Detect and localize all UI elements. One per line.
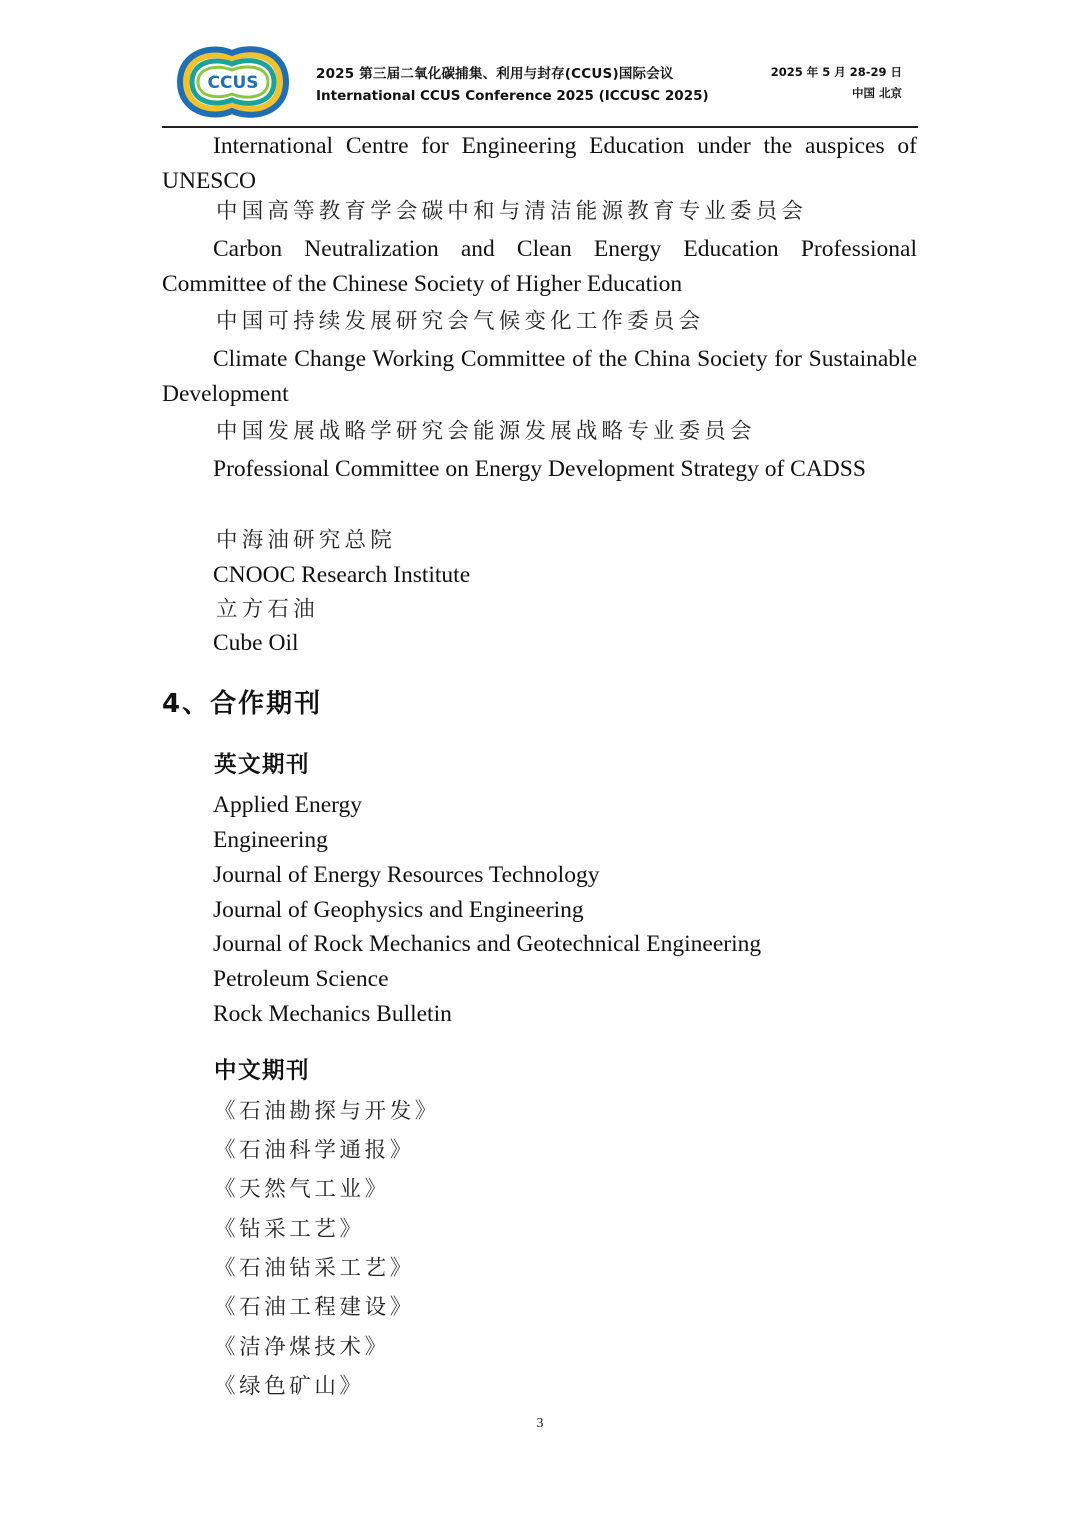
section-title: 4、合作期刊	[162, 689, 323, 719]
org-climate-en: Climate Change Working Committee of the China Society for Sustainable Development	[162, 346, 917, 407]
chinese-journals-heading: 中文期刊	[214, 1058, 311, 1084]
conference-date: 2025 年 5 月 28-29 日	[770, 65, 902, 79]
header-divider	[162, 126, 918, 128]
org-carbon-neutral-en: Carbon Neutralization and Clean Energy Education Professional Committee of the Chinese Society of Higher Education	[162, 236, 917, 297]
chinese-journal-item: 《绿色矿山》	[214, 1374, 365, 1399]
org-cn-carbon-neutral: 中国高等教育学会碳中和与清洁能源教育专业委员会	[216, 199, 808, 224]
org-strategy-en: Professional Committee on Energy Development Strategy of CADSS	[213, 456, 866, 482]
page-number: 3	[536, 1416, 544, 1431]
org-cnooc-en: CNOOC Research Institute	[213, 562, 471, 588]
chinese-journal-item: 《石油钻采工艺》	[214, 1256, 415, 1281]
english-journal-item: Journal of Rock Mechanics and Geotechnical Engineering	[213, 931, 762, 957]
english-journal-item: Petroleum Science	[213, 966, 389, 992]
chinese-journal-item: 《石油科学通报》	[214, 1138, 415, 1163]
chinese-journal-item: 《石油工程建设》	[214, 1295, 415, 1320]
conference-location: 中国 北京	[851, 86, 902, 100]
org-cn-climate: 中国可持续发展研究会气候变化工作委员会	[216, 309, 705, 334]
ccus-logo	[172, 44, 290, 120]
english-journal-item: Journal of Energy Resources Technology	[213, 862, 600, 888]
org-cn-cnooc: 中海油研究总院	[216, 528, 396, 553]
org-cn-strategy: 中国发展战略学研究会能源发展战略专业委员会	[216, 419, 756, 444]
english-journal-item: Engineering	[213, 827, 328, 853]
chinese-journal-item: 《天然气工业》	[214, 1177, 390, 1202]
chinese-journal-item: 《石油勘探与开发》	[214, 1099, 440, 1124]
org-cn-cube-oil: 立方石油	[216, 597, 319, 622]
org-cube-oil-en: Cube Oil	[213, 630, 299, 656]
chinese-journal-item: 《洁净煤技术》	[214, 1335, 390, 1360]
logo-text: CCUS	[207, 73, 259, 93]
conference-title-en: International CCUS Conference 2025 (ICCUSC 2025)	[316, 88, 709, 104]
english-journals-heading: 英文期刊	[214, 752, 311, 778]
conference-title-cn: 2025 第三届二氧化碳捕集、利用与封存(CCUS)国际会议	[316, 66, 674, 82]
org-unesco-en: International Centre for Engineering Education under the auspices of UNESCO	[162, 133, 917, 194]
english-journal-item: Rock Mechanics Bulletin	[213, 1001, 452, 1027]
page-header	[0, 0, 1080, 130]
english-journal-item: Journal of Geophysics and Engineering	[213, 897, 584, 923]
english-journal-item: Applied Energy	[213, 792, 363, 818]
chinese-journal-item: 《钻采工艺》	[214, 1217, 365, 1242]
